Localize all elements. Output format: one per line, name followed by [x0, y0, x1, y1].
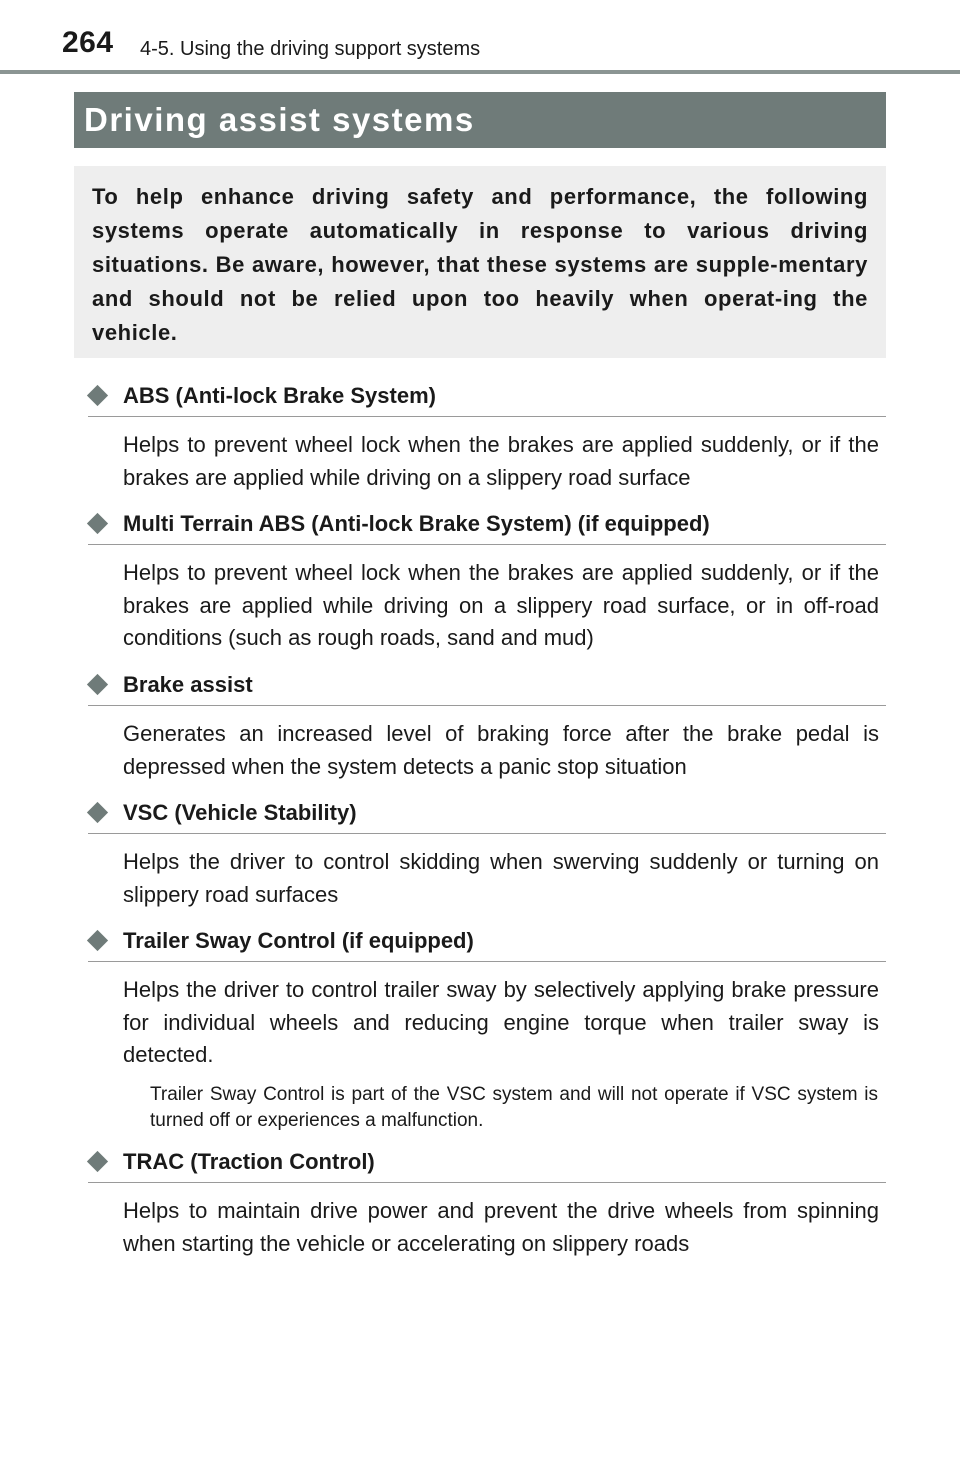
- feature-brake-assist: [88, 671, 886, 783]
- feature-heading: [88, 1148, 886, 1183]
- diamond-icon: [87, 385, 108, 406]
- feature-description: Helps the driver to control trailer sway by selectively applying brake pressure for individual wheels and reducing engine torque when trailer sway is detected.: [123, 977, 879, 1067]
- feature-vsc: [88, 799, 886, 911]
- feature-trailer-sway-control: [88, 927, 886, 1134]
- diamond-icon: [87, 802, 108, 823]
- feature-title: Multi Terrain ABS (Anti-lock Brake System) (if equipped): [123, 511, 710, 536]
- feature-title: Brake assist: [123, 672, 253, 697]
- page-number: 264: [62, 26, 114, 59]
- title-bar: [74, 92, 886, 148]
- feature-multi-terrain-abs: [88, 510, 886, 655]
- feature-title: ABS (Anti-lock Brake System): [123, 383, 436, 408]
- section-breadcrumb: 4-5. Using the driving support systems: [140, 38, 481, 60]
- feature-trac: [88, 1148, 886, 1260]
- feature-note: Trailer Sway Control is part of the VSC system and will not operate if VSC system is turned off or experiences a malfunction.: [150, 1083, 878, 1131]
- feature-description: Helps the driver to control skidding when swerving suddenly or turning on slippery road surfaces: [123, 849, 879, 907]
- feature-title: VSC (Vehicle Stability): [123, 800, 357, 825]
- intro-text: To help enhance driving safety and performance, the following systems operate automatically in response to various driving situations. Be aware, however, that these systems are supple-mentary and should not be relied upon too heavily when operat-ing the vehicle.: [92, 184, 868, 345]
- page-title: Driving assist systems: [84, 101, 475, 138]
- diamond-icon: [87, 513, 108, 534]
- diamond-icon: [87, 1151, 108, 1172]
- diamond-icon: [87, 930, 108, 951]
- feature-heading: [88, 927, 886, 962]
- feature-description: Helps to prevent wheel lock when the brakes are applied suddenly, or if the brakes are applied while driving on a slippery road surface: [123, 432, 879, 490]
- diamond-icon: [87, 674, 108, 695]
- header-divider: [0, 70, 960, 74]
- feature-description: Generates an increased level of braking force after the brake pedal is depressed when the system detects a panic stop situation: [123, 721, 879, 779]
- intro-box: [74, 166, 886, 358]
- feature-heading: [88, 382, 886, 417]
- feature-title: TRAC (Traction Control): [123, 1149, 375, 1174]
- feature-heading: [88, 510, 886, 545]
- feature-heading: [88, 671, 886, 706]
- feature-title: Trailer Sway Control (if equipped): [123, 928, 474, 953]
- feature-description: Helps to maintain drive power and prevent the drive wheels from spinning when starting the vehicle or accelerating on slippery roads: [123, 1198, 879, 1256]
- feature-abs: [88, 382, 886, 494]
- feature-heading: [88, 799, 886, 834]
- feature-description: Helps to prevent wheel lock when the brakes are applied suddenly, or if the brakes are applied while driving on a slippery road surface, or in off-road conditions (such as rough roads, sand and mud): [123, 560, 879, 650]
